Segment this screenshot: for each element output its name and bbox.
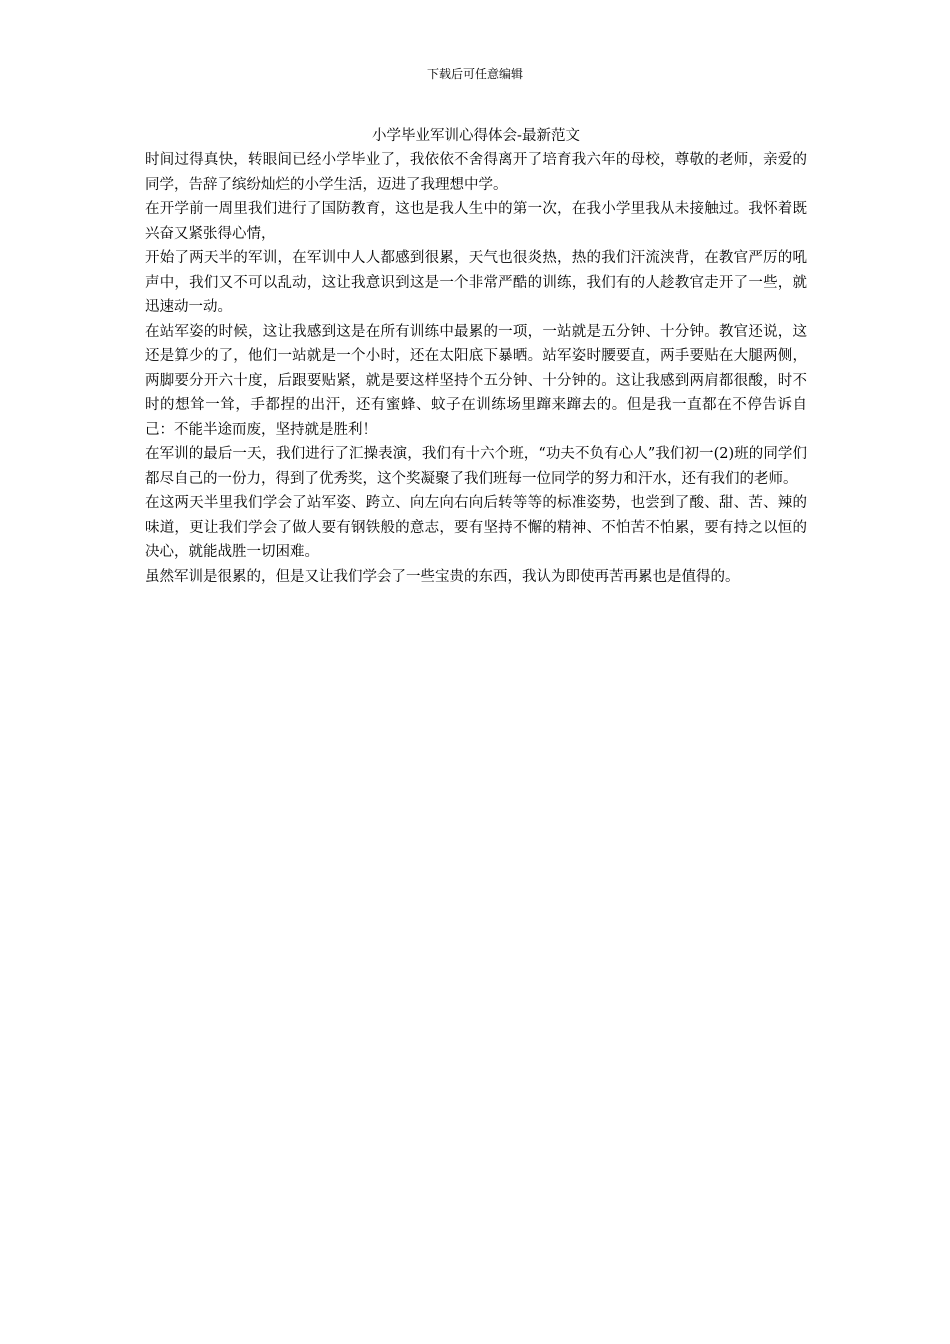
document-body xyxy=(145,124,807,589)
paragraph-6: 在这两天半里我们学会了站军姿、跨立、向左向右向后转等等的标准姿势，也尝到了酸、甜、苦、辣的味道，更让我们学会了做人要有钢铁般的意志，要有坚持不懈的精神、不怕苦不怕累，要有持之以恒的决心，就能战胜一切困难。 xyxy=(145,495,807,560)
paragraph-4: 在站军姿的时候，这让我感到这是在所有训练中最累的一项，一站就是五分钟、十分钟。教官还说，这还是算少的了，他们一站就是一个小时，还在太阳底下暴晒。站军姿时腰要直，两手要贴在大腿两侧，两脚要分开六十度，后跟要贴紧，就是要这样坚持个五分钟、十分钟的。这让我感到两肩都很酸，时不时的想耸一耸，手都捏的出汗，还有蜜蜂、蚊子在训练场里蹿来蹿去的。但是我一直都在不停告诉自己：不能半途而废，坚持就是胜利！ xyxy=(145,323,807,438)
paragraph-1: 时间过得真快，转眼间已经小学毕业了，我依依不舍得离开了培育我六年的母校，尊敬的老师，亲爱的同学，告辞了缤纷灿烂的小学生活，迈进了我理想中学。 xyxy=(145,152,807,193)
header-note: 下载后可任意编辑 xyxy=(426,67,523,81)
document-title: 小学毕业军训心得体会-最新范文 xyxy=(372,128,580,144)
paragraph-7: 虽然军训是很累的，但是又让我们学会了一些宝贵的东西，我认为即使再苦再累也是值得的。 xyxy=(145,568,740,585)
paragraph-5: 在军训的最后一天，我们进行了汇操表演，我们有十六个班，“功夫不负有心人”我们初一(2)班的同学们都尽自己的一份力，得到了优秀奖，这个奖凝聚了我们班每一位同学的努力和汗水，还有我们的老师。 xyxy=(145,446,807,487)
paragraph-3: 开始了两天半的军训，在军训中人人都感到很累，天气也很炎热，热的我们汗流浃背，在教官严厉的吼声中，我们又不可以乱动，这让我意识到这是一个非常严酷的训练，我们有的人趁教官走开了一些，就迅速动一动。 xyxy=(145,250,807,315)
paragraph-2: 在开学前一周里我们进行了国防教育，这也是我人生中的第一次，在我小学里我从未接触过。我怀着既兴奋又紧张得心情， xyxy=(145,201,807,242)
